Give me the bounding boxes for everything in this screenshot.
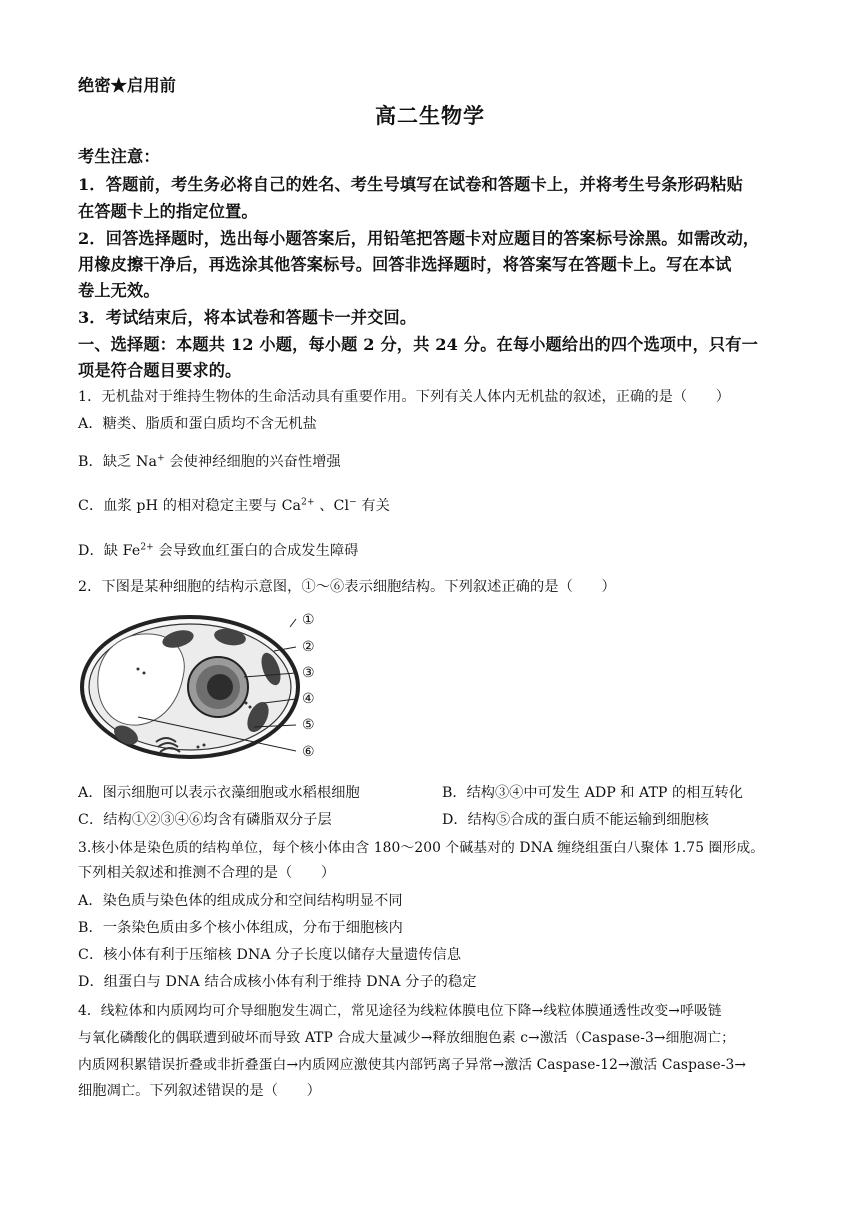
q3-stem: 3.核小体是染色质的结构单位，每个核小体由含 180～200 个碱基对的 DNA 缠绕组蛋白八聚体 1.75 圈形成。	[78, 840, 765, 856]
callout-5: ⑤	[302, 717, 315, 733]
q3-option-d: D．组蛋白与 DNA 结合成核小体有利于维持 DNA 分子的稳定	[78, 974, 477, 990]
callout-3: ③	[302, 665, 315, 681]
notice-line: 卷上无效。	[78, 281, 160, 300]
section-heading: 一、选择题：本题共 12 小题，每小题 2 分，共 24 分。在每小题给出的四个选项中，只有一	[78, 335, 758, 354]
page-title: 高二生物学	[375, 103, 485, 128]
notice-line: 2．回答选择题时，选出每小题答案后，用铅笔把答题卡对应题目的答案标号涂黑。如需改动，	[78, 229, 760, 248]
q3-option-a: A．染色质与染色体的组成成分和空间结构明显不同	[78, 893, 403, 909]
callout-4: ④	[302, 691, 315, 707]
plant-cell-diagram	[78, 607, 328, 767]
notice-heading: 考生注意：	[78, 147, 160, 166]
callout-1: ①	[302, 612, 315, 628]
q4-stem: 4．线粒体和内质网均可介导细胞发生凋亡，常见途径为线粒体膜电位下降→线粒体膜通透性改变→呼吸链	[78, 1003, 722, 1019]
q4-stem: 内质网积累错误折叠或非折叠蛋白→内质网应激使其内部钙离子异常→激活 Caspase-12→激活 Caspase-3→	[78, 1057, 747, 1073]
q2-option-c: C．结构①②③④⑥均含有磷脂双分子层	[78, 812, 332, 828]
q1-option-b: B．缺乏 Na+ 会使神经细胞的兴奋性增强	[78, 453, 341, 470]
figure-callouts	[296, 607, 326, 767]
q1-option-c: C．血浆 pH 的相对稳定主要与 $Ca^{2+}$ 、Cl− 有关	[78, 497, 390, 514]
q4-stem: 与氧化磷酸化的偶联遭到破坏而导致 ATP 合成大量减少→释放细胞色素 c→激活（Caspase-3→细胞凋亡；	[78, 1030, 736, 1046]
q1-option-a: A．糖类、脂质和蛋白质均不含无机盐	[78, 416, 317, 432]
notice-line: 3．考试结束后，将本试卷和答题卡一并交回。	[78, 308, 417, 327]
q2-stem: 2．下图是某种细胞的结构示意图，①～⑥表示细胞结构。下列叙述正确的是（ ）	[78, 579, 616, 595]
q3-option-c: C．核小体有利于压缩核 DNA 分子长度以储存大量遗传信息	[78, 947, 462, 963]
callout-6: ⑥	[302, 744, 315, 760]
q2-option-d: D．结构⑤合成的蛋白质不能运输到细胞核	[442, 812, 709, 828]
notice-line: 用橡皮擦干净后，再选涂其他答案标号。回答非选择题时，将答案写在答题卡上。写在本试	[78, 255, 732, 274]
q4-stem: 细胞凋亡。下列叙述错误的是（ ）	[78, 1083, 321, 1099]
q1-stem: 1．无机盐对于维持生物体的生命活动具有重要作用。下列有关人体内无机盐的叙述，正确的是（ ）	[78, 389, 731, 405]
q2-option-a: A．图示细胞可以表示衣藻细胞或水稻根细胞	[78, 785, 360, 801]
notice-line: 在答题卡上的指定位置。	[78, 202, 258, 221]
confidential-label: 绝密★启用前	[78, 76, 177, 95]
q3-stem-cont: 下列相关叙述和推测不合理的是（ ）	[78, 865, 336, 881]
section-heading: 项是符合题目要求的。	[78, 361, 242, 380]
q2-option-b: B．结构③④中可发生 ADP 和 ATP 的相互转化	[442, 785, 743, 801]
q3-option-b: B．一条染色质由多个核小体组成，分布于细胞核内	[78, 920, 403, 936]
callout-2: ②	[302, 639, 315, 655]
q1-option-d: D．缺 $Fe^{2+}$ 会导致血红蛋白的合成发生障碍	[78, 542, 359, 559]
notice-line: 1．答题前，考生务必将自己的姓名、考生号填写在试卷和答题卡上，并将考生号条形码粘贴	[78, 175, 743, 194]
